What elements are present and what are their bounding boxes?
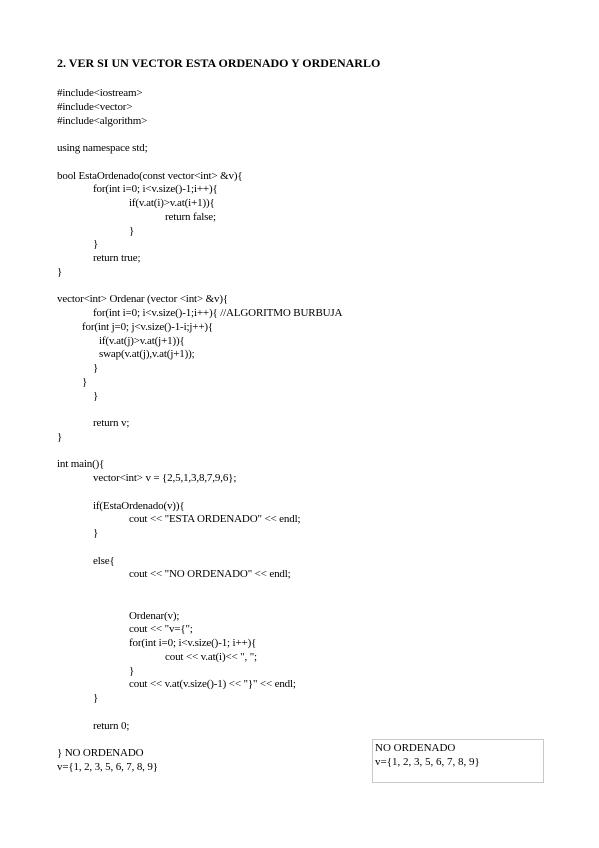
code-line: } bbox=[129, 664, 135, 677]
code-line: for(int i=0; i<v.size()-1; i++){ bbox=[129, 637, 257, 649]
code-line: if(EstaOrdenado(v)){ bbox=[93, 499, 185, 512]
code-line bbox=[57, 445, 342, 459]
code-line: bool EstaOrdenado(const vector<int> &v){ bbox=[57, 169, 243, 182]
code-line: cout << "v={"; bbox=[129, 623, 193, 636]
code-line: } NO ORDENADO bbox=[57, 747, 144, 759]
code-line: } bbox=[129, 224, 135, 237]
code-line: int main(){ bbox=[57, 458, 105, 471]
code-line: cout << v.at(v.size()-1) << "}" << endl; bbox=[129, 678, 296, 691]
code-line bbox=[57, 596, 342, 610]
code-line: } bbox=[82, 375, 88, 388]
output-line-vector: v={1, 2, 3, 5, 6, 7, 8, 9} bbox=[375, 756, 480, 768]
code-line: if(v.at(j)>v.at(j+1)){ bbox=[99, 334, 185, 347]
code-line: swap(v.at(j),v.at(j+1)); bbox=[99, 348, 195, 361]
code-line: } bbox=[93, 692, 99, 704]
code-line bbox=[57, 280, 342, 294]
code-line: } bbox=[93, 238, 99, 251]
output-line-status: NO ORDENADO bbox=[375, 742, 456, 754]
code-line bbox=[57, 128, 342, 142]
code-line bbox=[57, 733, 342, 747]
code-line: vector<int> Ordenar (vector <int> &v){ bbox=[57, 293, 229, 306]
code-line: vector<int> v = {2,5,1,3,8,7,9,6}; bbox=[93, 472, 237, 484]
code-line bbox=[57, 706, 342, 720]
code-line bbox=[57, 486, 342, 500]
code-line: #include<iostream> bbox=[57, 87, 143, 99]
code-line: } bbox=[57, 430, 63, 443]
code-line: if(v.at(i)>v.at(i+1)){ bbox=[129, 197, 215, 209]
code-line: for(int i=0; i<v.size()-1;i++){ bbox=[93, 183, 218, 196]
code-line bbox=[57, 403, 342, 417]
code-line: cout << "NO ORDENADO" << endl; bbox=[129, 568, 291, 581]
code-line: for(int j=0; j<v.size()-1-i;j++){ bbox=[82, 320, 214, 333]
code-line: return true; bbox=[93, 252, 141, 264]
code-line: } bbox=[57, 265, 63, 278]
output-box bbox=[372, 739, 544, 783]
code-line: cout << "ESTA ORDENADO" << endl; bbox=[129, 513, 301, 526]
code-line: for(int i=0; i<v.size()-1;i++){ //ALGORITMO BURBUJA bbox=[93, 307, 343, 319]
code-line: v={1, 2, 3, 5, 6, 7, 8, 9} bbox=[57, 760, 158, 773]
code-line bbox=[57, 582, 342, 596]
code-line: using namespace std; bbox=[57, 142, 148, 154]
code-line: #include<algorithm> bbox=[57, 114, 148, 127]
code-line: } bbox=[93, 362, 99, 374]
code-line: Ordenar(v); bbox=[129, 609, 180, 622]
code-listing bbox=[57, 87, 342, 775]
code-line: } bbox=[93, 527, 99, 539]
code-line bbox=[57, 156, 342, 170]
code-line: else{ bbox=[93, 554, 115, 567]
code-line: return false; bbox=[165, 210, 216, 223]
code-line bbox=[57, 541, 342, 555]
code-line: return v; bbox=[93, 417, 130, 429]
code-line: } bbox=[93, 389, 99, 402]
code-line: return 0; bbox=[93, 719, 130, 732]
code-line: cout << v.at(i)<< ", "; bbox=[165, 650, 257, 663]
code-line: #include<vector> bbox=[57, 100, 133, 113]
section-heading: 2. VER SI UN VECTOR ESTA ORDENADO Y ORDENARLO bbox=[57, 56, 381, 70]
